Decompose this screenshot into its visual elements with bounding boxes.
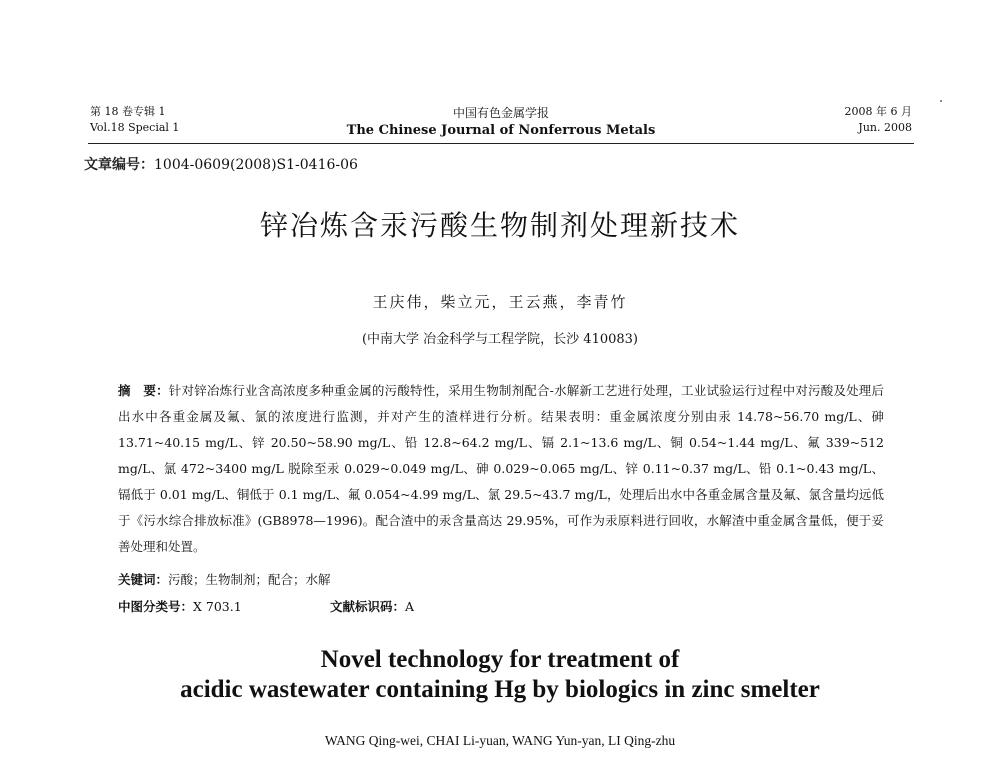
authors-zh: 王庆伟，柴立元，王云燕，李青竹 xyxy=(372,293,628,311)
keywords-zh xyxy=(118,570,331,590)
header-rule xyxy=(88,143,914,144)
document-code xyxy=(330,597,414,617)
title-zh: 锌冶炼含汞污酸生物制剂处理新技术 xyxy=(259,209,740,242)
abstract-zh xyxy=(118,378,884,560)
keywords-text: 污酸；生物制剂；配合；水解 xyxy=(168,572,331,587)
abstract-text: 针对锌冶炼行业含高浓度多种重金属的污酸特性，采用生物制剂配合-水解新工艺进行处理，工业试验运行过程中对污酸及处理后出水中各重金属及氟、氯的浓度进行监测，并对产生的渣样进行分析。结果表明：重金属浓度分别由汞 14.78~56.70 mg/L、砷 13.71~40.15 mg/L、锌 20.50~58.90 mg/L、铅 12.8~64.2 mg/L、镉 2.1~13.6 mg/L、铜 0.54~1.44 mg/L、氟 339~512 mg/L、氯 472~3400 mg/L 脱除至汞 0.029~0.049 mg/L、砷 0.029~0.065 mg/L、锌 0.11~0.37 mg/L、铅 0.1~0.43 mg/L、镉低于 0.01 mg/L、铜低于 0.1 mg/L、氟 0.054~4.99 mg/L、氯 29.5~43.7 mg/L，处理后出水中各重金属含量及氟、氯含量均远低于《污水综合排放标准》(GB8978—1996)。配合渣中的汞含量高达 29.95%，可作为汞原料进行回收，水解渣中重金属含量低，便于妥善处理和处置。 xyxy=(118,383,884,554)
article-number-value: 1004-0609(2008)S1-0416-06 xyxy=(154,157,358,173)
keywords-label: 关键词： xyxy=(118,572,169,587)
classification-value: X 703.1 xyxy=(193,599,242,614)
volume-en: Vol.18 Special 1 xyxy=(90,121,180,134)
authors-en: WANG Qing-wei, CHAI Li-yuan, WANG Yun-yan, LI Qing-zhu xyxy=(324,733,676,748)
issue-date xyxy=(845,104,912,136)
title-en-line1: Novel technology for treatment of xyxy=(320,646,680,673)
title-en xyxy=(0,645,1000,705)
article-number-label: 文章编号： xyxy=(84,157,154,173)
affiliation-zh: (中南大学 冶金科学与工程学院，长沙 410083) xyxy=(361,332,639,347)
journal-name-en: The Chinese Journal of Nonferrous Metals xyxy=(346,123,656,138)
issue-date-zh: 2008 年 6 月 xyxy=(844,105,912,118)
document-code-label: 文献标识码： xyxy=(330,599,406,614)
journal-name-zh: 中国有色金属学报 xyxy=(452,106,549,120)
classification-number xyxy=(118,597,242,617)
classification-label: 中图分类号： xyxy=(118,599,194,614)
journal-header xyxy=(90,104,912,148)
scan-speck xyxy=(940,100,942,102)
volume-zh: 第 18 卷专辑 1 xyxy=(90,105,166,118)
title-en-line2: acidic wastewater containing Hg by biologics in zinc smelter xyxy=(180,676,820,703)
abstract-label: 摘 要： xyxy=(118,383,169,398)
document-code-value: A xyxy=(405,599,415,614)
journal-name xyxy=(90,104,912,140)
article-number xyxy=(84,154,358,174)
issue-date-en: Jun. 2008 xyxy=(858,121,912,134)
